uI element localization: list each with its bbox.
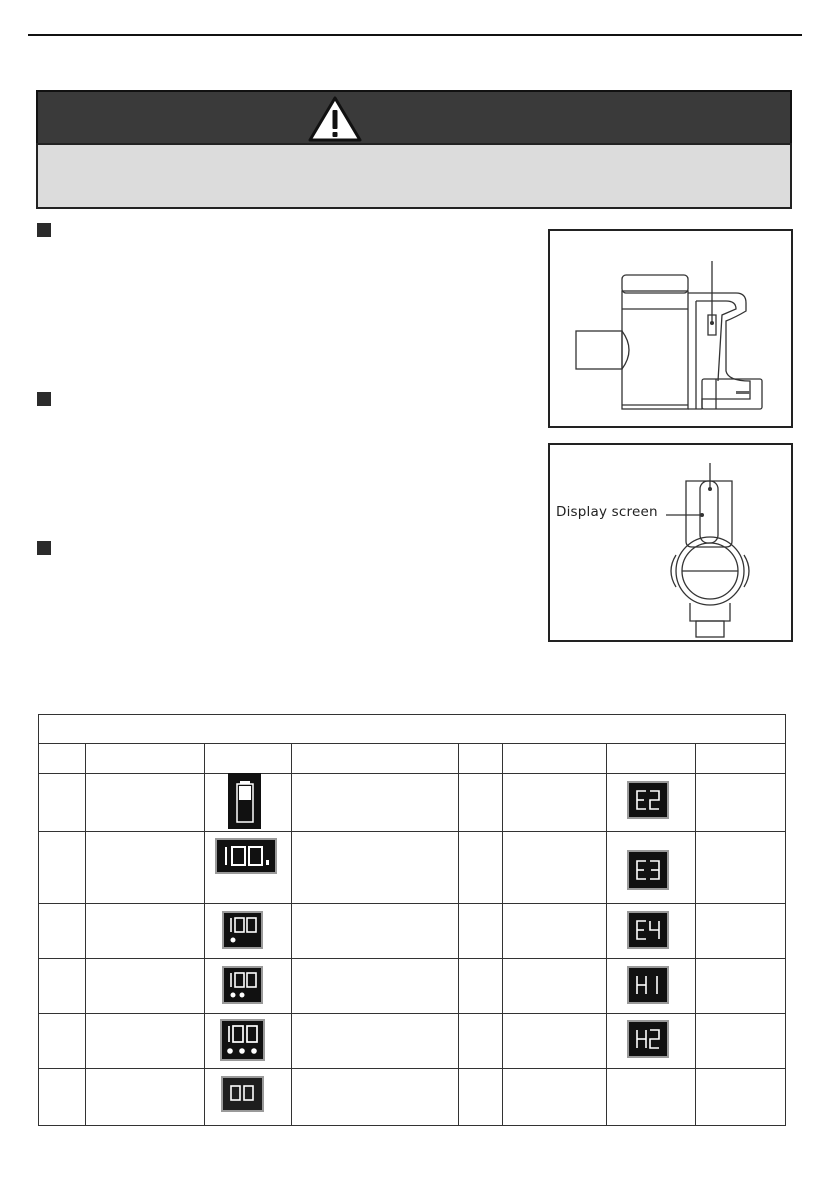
- vacuum-side-illustration: [550, 231, 795, 430]
- display-100-two-dots-icon: [222, 966, 263, 1004]
- table-row-divider: [39, 1068, 785, 1069]
- table-col-divider: [502, 744, 503, 1125]
- vacuum-top-illustration: [550, 445, 795, 644]
- table-col-divider: [695, 744, 696, 1125]
- warning-header: [36, 90, 792, 143]
- table-col-divider: [204, 744, 205, 1125]
- section-bullet-3: [37, 541, 51, 555]
- status-table: [38, 714, 786, 1126]
- battery-low-icon: [228, 773, 261, 829]
- table-row-divider: [39, 903, 785, 904]
- figure-handheld-side-view: [548, 229, 793, 428]
- error-code-e3-icon: [627, 850, 669, 890]
- table-header-divider: [39, 743, 785, 744]
- table-col-divider: [291, 744, 292, 1125]
- table-row-divider: [39, 1013, 785, 1014]
- display-screen-label: Display screen: [556, 504, 658, 520]
- display-100-percent-icon: [215, 838, 277, 874]
- top-rule: [28, 34, 802, 36]
- table-col-divider: [458, 744, 459, 1125]
- table-row-divider: [39, 831, 785, 832]
- display-100-three-dots-icon: [220, 1019, 265, 1061]
- error-code-e4-icon: [627, 911, 669, 949]
- figure-handheld-top-view: [548, 443, 793, 642]
- error-code-h2-icon: [627, 1020, 669, 1058]
- error-code-h1-icon: [627, 966, 669, 1004]
- table-row-divider: [39, 958, 785, 959]
- error-code-e2-icon: [627, 781, 669, 819]
- display-100-one-dot-icon: [222, 911, 263, 949]
- warning-body: [36, 143, 792, 209]
- table-col-divider: [85, 744, 86, 1125]
- display-00-icon: [221, 1076, 264, 1112]
- warning-triangle-icon: [307, 95, 363, 143]
- table-col-divider: [606, 744, 607, 1125]
- section-bullet-1: [37, 223, 51, 237]
- table-row-divider: [39, 773, 785, 774]
- section-bullet-2: [37, 392, 51, 406]
